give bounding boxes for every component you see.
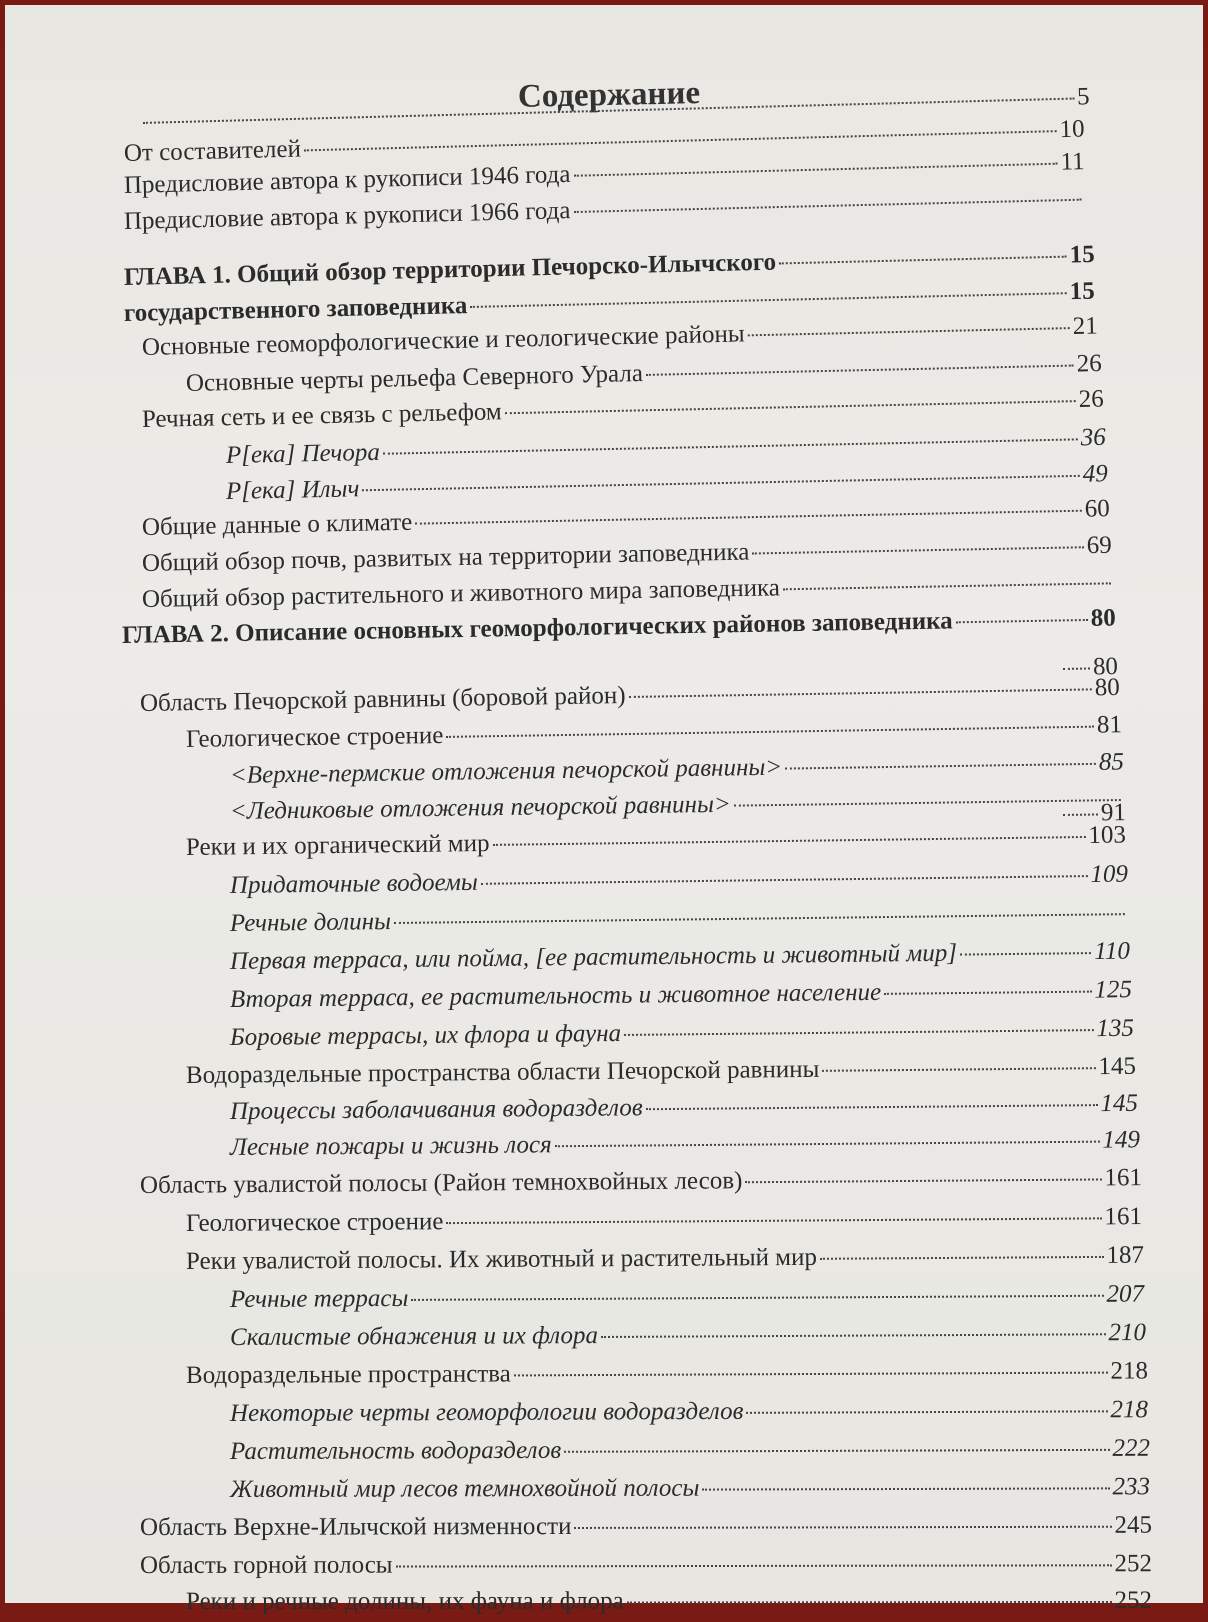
toc-entry-title: Животный мир лесов темнохвойной полосы: [229, 1474, 700, 1503]
dot-leader: [564, 1448, 1109, 1453]
toc-entry-page: 245: [1114, 1511, 1153, 1539]
toc-entry-title: Общий обзор растительного и животного мира заповедника: [141, 574, 781, 613]
toc-entry-page: 11: [1060, 148, 1085, 176]
dot-leader: [748, 326, 1070, 336]
toc-entry-title: Р[ека] Илыч: [225, 475, 360, 505]
toc-entry-title: Область Верхне-Илычской низменности: [139, 1512, 572, 1541]
dot-leader: [822, 1066, 1095, 1072]
dot-leader: [492, 835, 1085, 846]
dot-leader: [956, 618, 1088, 623]
toc-entry-page: 135: [1096, 1014, 1135, 1043]
dot-leader: [820, 1255, 1104, 1260]
toc-entry-page: 187: [1106, 1241, 1145, 1269]
toc-entry-title: Речная сеть и ее связь с рельефом: [141, 398, 502, 433]
toc-entry: [186, 1587, 1152, 1622]
toc-entry-title: Процессы заболачивания водоразделов: [229, 1094, 643, 1125]
toc-entry-title: <Ледниковые отложения печорской равнины>: [229, 790, 731, 825]
toc-entry: [230, 1126, 1140, 1168]
toc-entry-page: 252: [1114, 1586, 1153, 1614]
toc-entry: [140, 1512, 1152, 1548]
dot-leader: [574, 1525, 1111, 1529]
dot-leader: [646, 1103, 1098, 1110]
toc-entry-page: 36: [1080, 423, 1107, 452]
dot-leader: [785, 762, 1096, 770]
dot-leader: [960, 951, 1091, 956]
toc-entry: [230, 1280, 1144, 1320]
dot-leader: [304, 129, 1057, 151]
toc-entry-title: Речные долины: [229, 908, 392, 937]
toc-entry: [230, 1090, 1138, 1132]
toc-entry-title: Некоторые черты геоморфологии водоразделов: [229, 1397, 744, 1427]
dot-leader: [573, 198, 1081, 213]
toc-entry: [186, 1203, 1142, 1244]
toc-entry-page: 80: [1090, 604, 1117, 632]
toc-entry-page: 26: [1078, 385, 1104, 414]
toc-entry-page: 207: [1106, 1280, 1145, 1308]
dot-leader: [1063, 666, 1090, 669]
dot-leader: [411, 1294, 1103, 1301]
toc-entry-page: 26: [1076, 349, 1102, 378]
toc-entry-title: <Верхне-пермские отложения печорской равнины>: [229, 753, 783, 789]
dot-leader: [446, 1216, 1101, 1224]
toc-entry-title: Общие данные о климате: [141, 508, 413, 541]
dot-leader: [555, 1140, 1100, 1148]
dot-leader: [470, 291, 1066, 308]
dot-leader: [446, 725, 1094, 738]
dot-leader: [752, 545, 1084, 554]
toc-entry-page: 233: [1112, 1473, 1151, 1501]
page-title: Содержание: [517, 75, 701, 115]
toc-entry-title: Скалистые обнажения и их флора: [229, 1322, 599, 1351]
toc-entry-title: Придаточные водоемы: [229, 868, 479, 899]
toc-entry-title: Первая терраса, или пойма, [ее растительность и животный мир]: [229, 939, 958, 975]
toc-entry-page: 145: [1100, 1089, 1139, 1118]
toc-entry-title: Общий обзор почв, развитых на территории заповедника: [141, 538, 750, 577]
toc-entry-page: 109: [1090, 860, 1129, 889]
toc-entry: [230, 1435, 1150, 1472]
toc-entry-page: 91: [1100, 799, 1127, 827]
toc-entry-page: 103: [1088, 821, 1127, 849]
dot-leader: [362, 474, 1079, 491]
toc-entry: [140, 1550, 1152, 1586]
toc-entry-page: 149: [1102, 1126, 1141, 1154]
toc-entry-page: 81: [1096, 711, 1123, 739]
toc-entry-page: 69: [1086, 531, 1113, 560]
dot-leader: [779, 255, 1067, 265]
toc-entry-title: Боровые террасы, их флора и фауна: [229, 1019, 622, 1051]
toc-entry-page: 125: [1094, 976, 1133, 1004]
toc-entry: [140, 1164, 1142, 1206]
toc-entry-page: 15: [1069, 240, 1095, 269]
toc-entry-page: 49: [1082, 460, 1109, 488]
dot-leader: [394, 912, 1125, 924]
dot-leader: [627, 1600, 1112, 1604]
toc-entry-title: Водораздельные пространства: [185, 1360, 511, 1389]
toc-entry-title: ГЛАВА 2. Описание основных геоморфологических районов заповедника: [121, 607, 953, 649]
toc-entry-page: 60: [1084, 495, 1111, 523]
toc-entry-page: 80: [1094, 673, 1121, 702]
toc-entry-page: 161: [1104, 1164, 1143, 1192]
toc-entry-page: 252: [1114, 1550, 1153, 1578]
toc-entry-page: 85: [1098, 748, 1125, 776]
toc-entry: [230, 938, 1130, 982]
dot-leader: [745, 1177, 1101, 1183]
toc-entry: [230, 1473, 1150, 1510]
toc-entry-title: Предисловие автора к рукописи 1946 года: [123, 160, 571, 199]
dot-leader: [481, 874, 1088, 885]
toc-entry-page: 110: [1094, 937, 1131, 966]
toc-entry: [186, 1242, 1144, 1282]
toc-entry: [230, 1396, 1148, 1434]
dot-leader: [624, 1028, 1093, 1036]
toc-entry-title: От составителей: [123, 135, 302, 167]
dot-leader: [702, 1486, 1109, 1490]
toc-entry-page: 145: [1098, 1052, 1137, 1081]
toc-entry-page: 10: [1059, 115, 1085, 144]
toc-entry: [230, 976, 1132, 1020]
toc-entry-title: Геологическое строение: [185, 721, 444, 753]
toc-entry-title: Растительность водоразделов: [229, 1436, 562, 1465]
toc-entry-page: 210: [1108, 1319, 1147, 1347]
dot-leader: [505, 399, 1076, 414]
dot-leader: [884, 990, 1091, 995]
toc-entry-title: Р[ека] Печора: [225, 438, 381, 469]
toc-entry-page: 218: [1110, 1396, 1149, 1424]
dot-leader: [396, 1563, 1112, 1567]
toc-entry-title: Область увалистой полосы (Район темнохвойных лесов): [139, 1167, 743, 1199]
toc-entry-title: Область горной полосы: [139, 1551, 393, 1579]
dot-leader: [746, 1409, 1107, 1414]
toc-entry: [230, 1319, 1146, 1358]
toc-entry-title: Реки и речные долины, их фауна и флора: [185, 1587, 624, 1615]
dot-leader: [1063, 812, 1098, 815]
toc-entry-page: 80: [1092, 653, 1119, 681]
toc-entry-title: Водораздельные пространства области Печорской равнины: [185, 1055, 820, 1089]
toc-entry-title: государственного заповедника: [123, 292, 468, 327]
toc-entry-page: 5: [1076, 83, 1090, 111]
dot-leader: [783, 581, 1111, 590]
toc-entry-page: 218: [1110, 1357, 1149, 1385]
toc-entry-page: 15: [1069, 277, 1095, 306]
dot-leader: [514, 1371, 1108, 1377]
toc-entry-title: ГЛАВА 1. Общий обзор территории Печорско-Илычского: [123, 248, 777, 291]
toc-entry: [230, 899, 1128, 944]
toc-entry-title: Вторая терраса, ее растительность и животное население: [229, 978, 882, 1013]
toc-entry-title: Предисловие автора к рукописи 1966 года: [123, 197, 571, 235]
toc-entry: [230, 1015, 1134, 1058]
toc-entry-title: Речные террасы: [229, 1284, 409, 1313]
toc-entry-title: Основные геоморфологические и геологические районы: [141, 320, 745, 361]
toc-entry: [186, 1053, 1136, 1096]
toc-entry-page: 21: [1072, 312, 1098, 341]
toc-entry-page: 222: [1112, 1434, 1151, 1462]
toc-entry-page: 161: [1104, 1203, 1143, 1231]
toc-entry-title: Реки увалистой полосы. Их животный и растительный мир: [185, 1243, 818, 1275]
toc-entry-title: Область Печорской равнины (боровой район): [139, 682, 626, 717]
dot-leader: [629, 687, 1092, 698]
toc-entry-title: Реки и их органический мир: [185, 829, 490, 861]
toc-entry: [186, 1357, 1148, 1396]
toc-entry-title: Основные черты рельефа Северного Урала: [185, 359, 644, 397]
dot-leader: [383, 437, 1078, 454]
dot-leader: [415, 509, 1082, 525]
toc-entry-title: Геологическое строение: [185, 1208, 444, 1237]
dot-leader: [573, 162, 1057, 177]
toc-entry-title: Лесные пожары и жизнь лося: [229, 1131, 552, 1161]
dot-leader: [601, 1332, 1106, 1338]
dot-leader: [646, 364, 1074, 376]
toc-entry: [230, 861, 1128, 906]
